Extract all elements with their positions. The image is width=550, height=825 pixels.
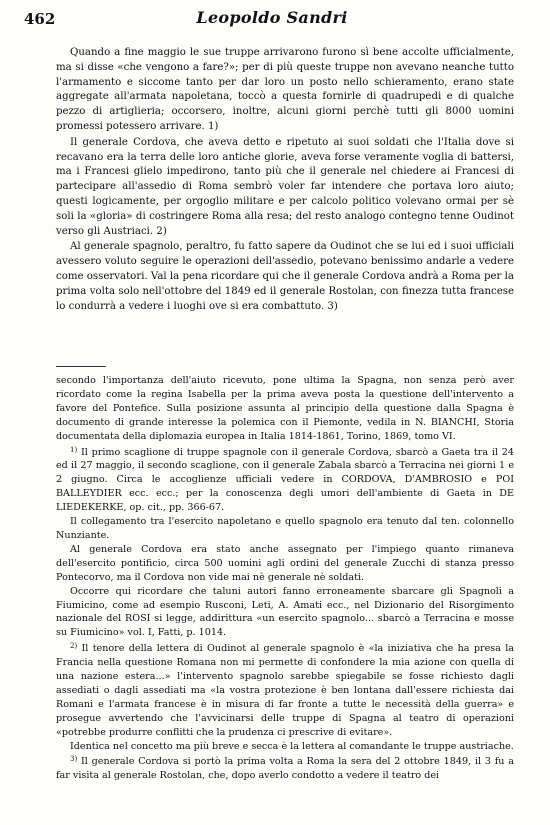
footnote-3-text: Il generale Cordova si portò la prima volta a Roma la sera del 2 ottobre 1849, il 3 fu a far visita al generale Rostolan, che, dopo averlo condotto a vedere il teatro dei <box>56 756 514 782</box>
main-paragraph-1: Quando a fine maggio le sue truppe arrivarono furono sì bene accolte ufficialmente, ma si disse «che vengono a fare?»; per di più queste truppe non avevano neanche tutto l'armamento e siccome tanto per dar loro un posto nello schieramento, erano state aggregate all'armata napoletana, toccò a questa fornirle di quadrupedi e di qualche pezzo di artiglieria; occorsero, inoltre, alcuni giorni perchè tutti gli 8000 uomini promessi potessero arrivare. 1) <box>56 47 514 132</box>
footnote-1-paragraph-3: Al generale Cordova era stato anche assegnato per l'impiego quanto rimaneva dell'esercito pontificio, circa 500 uomini agli ordini del generale Zucchi di stanza presso Pontecorvo, ma il Cordova non vide mai nè generale nè soldati. <box>56 543 514 583</box>
footnote-1-paragraph-4: Occorre qui ricordare che taluni autori fanno erroneamente sbarcare gli Spagnoli a Fiumicino, come ad esempio Rusconi, Leti, A. Amati ecc., nel Dizionario del Risorgimento nazionale del ROSI si legge, addirittura «un esercito spagnolo... sbarcò a Terracina e mosse su Fiumicino» vol. I, Fatti, p. 1014. <box>56 585 514 639</box>
footnote-1 <box>56 444 514 516</box>
running-title: Leopoldo Sandri <box>196 8 348 27</box>
footnote-2-number: 2) <box>70 642 78 651</box>
footnote-3-number: 3) <box>70 755 78 764</box>
footnote-1-number: 1) <box>70 445 78 454</box>
footnote-divider <box>56 366 106 367</box>
footnote-carryover: secondo l'importanza dell'aiuto ricevuto, pone ultima la Spagna, non senza però aver ricordato come la regina Isabella per la prima aveva posta la questione dell'intervento a favore del Pontefice. Sulla posizione assunta al principio della questione dalla Spagna è documento di grande interesse la polemica con il Piemonte, vedila in N. BIANCHI, Storia documentata della diplomazia europea in Italia 1814-1861, Torino, 1869, tomo VI. <box>56 375 514 442</box>
footnote-2-paragraph-2: Identica nel concetto ma più breve e secca è la lettera al comandante le truppe austriache. <box>70 740 514 752</box>
footnote-2-text: Il tenore della lettera di Oudinot al generale spagnolo è «la iniziativa che ha presa la Francia nella questione Romana non mi permette di confondere la mia azione con quella di una nazione estera...» l'intervento spagnolo sarebbe spiegabile se fosse richiesto dagli assediati o dagli assediati ma «la vostra protezione è ben lontana dall'essere richiesta dai Romani e l'armata francese è in misura di far fronte a tutte le necessità della guerra» e prosegue avvertendo che l'avvicinarsi delle truppe di Spagna al teatro di operazioni «potrebbe produrre conflitti che la prudenza ci prescrive di evitare». <box>56 643 514 738</box>
main-text <box>56 46 514 315</box>
page-header <box>24 8 520 30</box>
footnotes <box>56 374 514 783</box>
footnote-1-text: Il primo scaglione di truppe spagnole con il generale Cordova, sbarcò a Gaeta tra il 24 ed il 27 maggio, il secondo scaglione, con il generale Zabala sbarcò a Terracina nei giorni 1 e 2 giugno. Circa le accoglienze ufficiali vedere in CORDOVA, D'AMBROSIO e POI BALLEYDIER ecc. ecc.; per la conoscenza degli umori dell'ambiente di Gaeta in DE LIEDEKERKE, op. cit., pp. 366-67. <box>56 446 514 514</box>
footnote-3 <box>56 753 514 783</box>
main-paragraph-2: Il generale Cordova, che aveva detto e ripetuto ai suoi soldati che l'Italia dove si recavano era la terra delle loro antiche glorie, aveva forse veramente voglia di battersi, ma i Francesi glielo impedirono, tanto più che il generale nel chiedere ai Francesi di partecipare all'assedio di Roma sembrò voler far intendere che portava loro aiuto; questi logicamente, per orgoglio militare e per calcolo politico volevano ormai per sè soli la «gloria» di costringere Roma alla resa; del resto analogo contegno tenne Oudinot verso gli Austriaci. 2) <box>56 136 514 237</box>
footnote-2 <box>56 640 514 739</box>
page-number: 462 <box>24 10 56 28</box>
footnote-1-paragraph-2: Il collegamento tra l'esercito napoletano e quello spagnolo era tenuto dal ten. colonnello Nunziante. <box>56 516 514 541</box>
main-paragraph-3: Al generale spagnolo, peraltro, fu fatto sapere da Oudinot che se lui ed i suoi ufficiali avessero voluto seguire le operazioni dell'assedio, potevano benissimo andarle a vedere come osservatori. Val la pena ricordare qui che il generale Cordova andrà a Roma per la prima volta solo nell'ottobre del 1849 ed il generale Rostolan, con finezza tutta francese lo condurrà a vedere i luoghi ove si era combattuto. 3) <box>56 241 514 312</box>
